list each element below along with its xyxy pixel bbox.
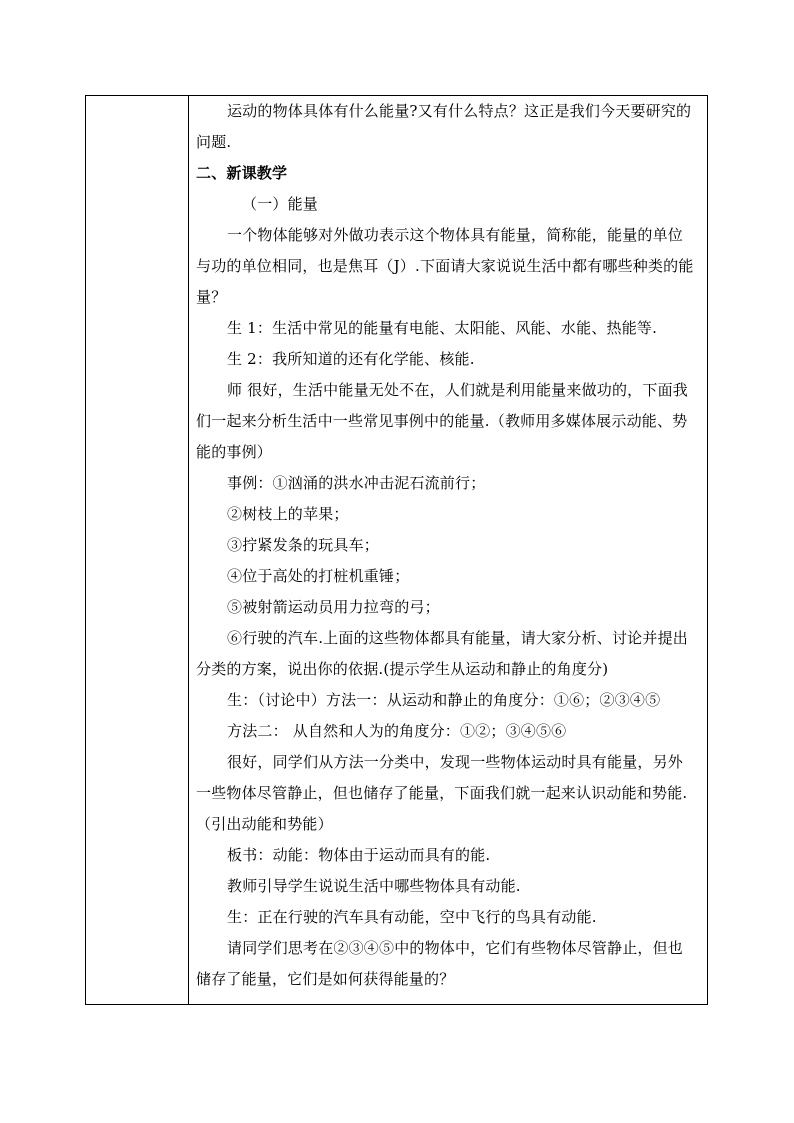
board-note-kinetic-energy: 板书：动能：物体由于运动而具有的能. <box>227 846 491 864</box>
student-kinetic-answer: 生：正在行驶的汽车具有动能，空中飞行的鸟具有动能. <box>227 908 597 926</box>
example-4: ④位于高处的打桩机重锤； <box>227 567 410 585</box>
classification-method-2: 方法二： 从自然和人为的角度分：①②；③④⑤⑥ <box>227 722 567 740</box>
student-2-answer: 生 2：我所知道的还有化学能、核能. <box>227 350 475 368</box>
teacher-guidance: 教师引导学生说说生活中哪些物体具有动能. <box>227 877 521 895</box>
closing-question: 请同学们思考在②③④⑤中的物体中，它们有些物体尽管静止，但也储存了能量，它们是如何获得能量的？ <box>196 939 684 988</box>
intro-paragraph: 运动的物体具体有什么能量?又有什么特点？这正是我们今天要研究的问题. <box>196 102 692 151</box>
lesson-table <box>85 95 708 1005</box>
example-3: ③拧紧发条的玩具车； <box>227 536 380 554</box>
student-1-answer: 生 1：生活中常见的能量有电能、太阳能、风能、水能、热能等. <box>227 319 658 337</box>
example-2: ②树枝上的苹果； <box>227 505 349 523</box>
classification-method-1: 生：（讨论中）方法一：从运动和静止的角度分：①⑥；②③④⑤ <box>227 691 661 709</box>
example-1: 事例：①汹涌的洪水冲击泥石流前行； <box>227 474 486 492</box>
column-divider <box>188 96 189 1004</box>
energy-definition-paragraph: 一个物体能够对外做功表示这个物体具有能量，简称能，能量的单位与功的单位相同，也是焦耳（J）.下面请大家说说生活中都有哪些种类的能量？ <box>196 226 694 306</box>
table-left-cell <box>86 96 188 1004</box>
example-6: ⑥行驶的汽车.上面的这些物体都具有能量，请大家分析、讨论并提出分类的方案，说出你的依据.(提示学生从运动和静止的角度分) <box>196 629 688 678</box>
teacher-remark: 师 很好，生活中能量无处不在，人们就是利用能量来做功的，下面我们一起来分析生活中一些常见事例中的能量.（教师用多媒体展示动能、势能的事例） <box>196 381 688 461</box>
lesson-content <box>196 96 698 995</box>
section-heading: 二、新课教学 <box>196 164 288 182</box>
teacher-summary: 很好，同学们从方法一分类中，发现一些物体运动时具有能量，另外一些物体尽管静止，但也储存了能量，下面我们就一起来认识动能和势能.（引出动能和势能） <box>196 753 688 833</box>
example-5: ⑤被射箭运动员用力拉弯的弓； <box>227 598 440 616</box>
subsection-heading: （一）能量 <box>242 195 319 213</box>
